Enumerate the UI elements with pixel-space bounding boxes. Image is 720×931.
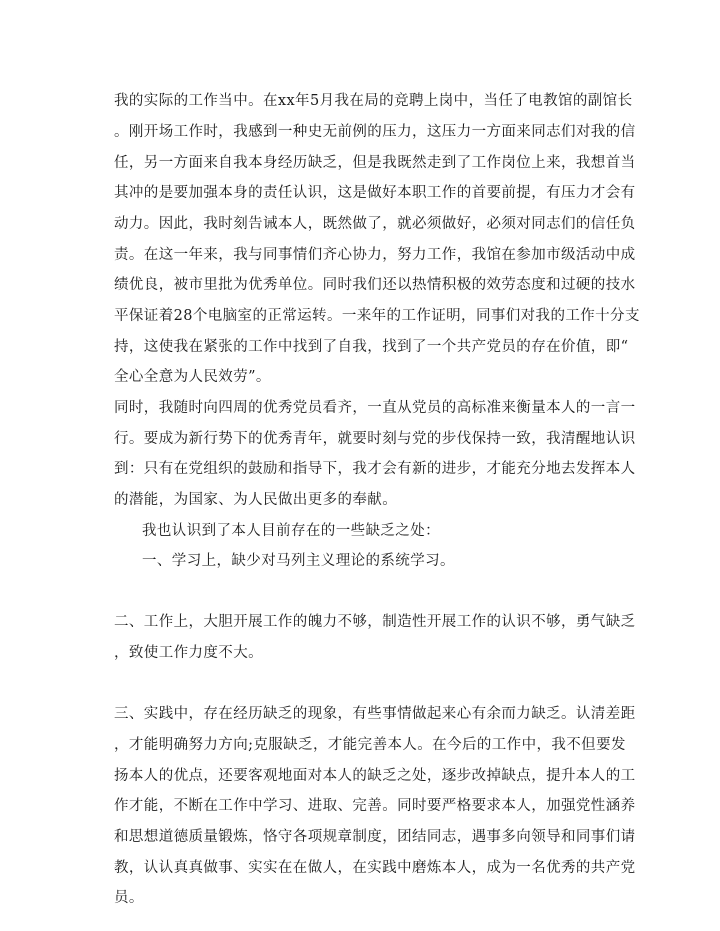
text-line: 三、实践中，存在经历缺乏的现象，有些事情做起来心有余而力缺乏。认清差距 xyxy=(114,706,636,722)
text-line: 到：只有在党组织的鼓励和指导下，我才会有新的进步，才能充分地去发挥本人 xyxy=(114,461,636,477)
text-line: 教，认认真真做事、实实在在做人，在实践中磨炼本人，成为一名优秀的共产党 xyxy=(114,860,636,876)
text-line: 任，另一方面来自我本身经历缺乏，但是我既然走到了工作岗位上来，我想首当 xyxy=(114,155,636,171)
text-line: ，才能明确努力方向;克服缺乏，才能完善本人。在今后的工作中，我不但要发 xyxy=(114,737,626,753)
text-line: 作才能，不断在工作中学习、进取、完善。同时要严格要求本人，加强党性涵养 xyxy=(114,798,636,814)
text-line: 行。要成为新行势下的优秀青年，就要时刻与党的步伐保持一致，我清醒地认识 xyxy=(114,431,636,447)
text-line: 二、工作上，大胆开展工作的魄力不够，制造性开展工作的认识不够，勇气缺乏 xyxy=(114,614,636,630)
text-line: 员。 xyxy=(114,890,144,906)
text-line: 我也认识到了本人目前存在的一些缺乏之处： xyxy=(142,523,440,539)
text-line: 。刚开场工作时，我感到一种史无前例的压力，这压力一方面来同志们对我的信 xyxy=(114,124,636,140)
text-line: 平保证着28个电脑室的正常运转。一来年的工作证明，同事们对我的工作十分支 xyxy=(114,308,640,324)
text-line: 和思想道德质量锻炼，恪守各项规章制度，团结同志，遇事多向领导和同事们请 xyxy=(114,829,636,845)
text-line: 我的实际的工作当中。在xx年5月我在局的竞聘上岗中，当任了电教馆的副馆长 xyxy=(114,93,633,109)
text-line: 绩优良，被市里批为优秀单位。同时我们还以热情积极的效劳态度和过硬的技水 xyxy=(114,277,636,293)
text-line: 全心全意为人民效劳”。 xyxy=(114,369,271,385)
text-line: 其冲的是要加强本身的责任认识，这是做好本职工作的首要前提，有压力才会有 xyxy=(114,185,636,201)
text-line: 的潜能，为国家、为人民做出更多的奉献。 xyxy=(114,492,398,508)
text-line: ，致使工作力度不大。 xyxy=(114,645,263,661)
text-line: 动力。因此，我时刻告诫本人，既然做了，就必须做好，必须对同志们的信任负 xyxy=(114,216,636,232)
text-line: 扬本人的优点，还要客观地面对本人的缺乏之处，逐步改掉缺点，提升本人的工 xyxy=(114,768,636,784)
text-line: 一、学习上，缺少对马列主义理论的系统学习。 xyxy=(142,553,455,569)
text-line: 责。在这一年来，我与同事情们齐心协力，努力工作，我馆在参加市级活动中成 xyxy=(114,247,636,263)
text-line: 持，这使我在紧张的工作中找到了自我，找到了一个共产党员的存在价值，即“ xyxy=(114,339,629,355)
text-line: 同时，我随时向四周的优秀党员看齐，一直从党员的高标准来衡量本人的一言一 xyxy=(114,400,636,416)
